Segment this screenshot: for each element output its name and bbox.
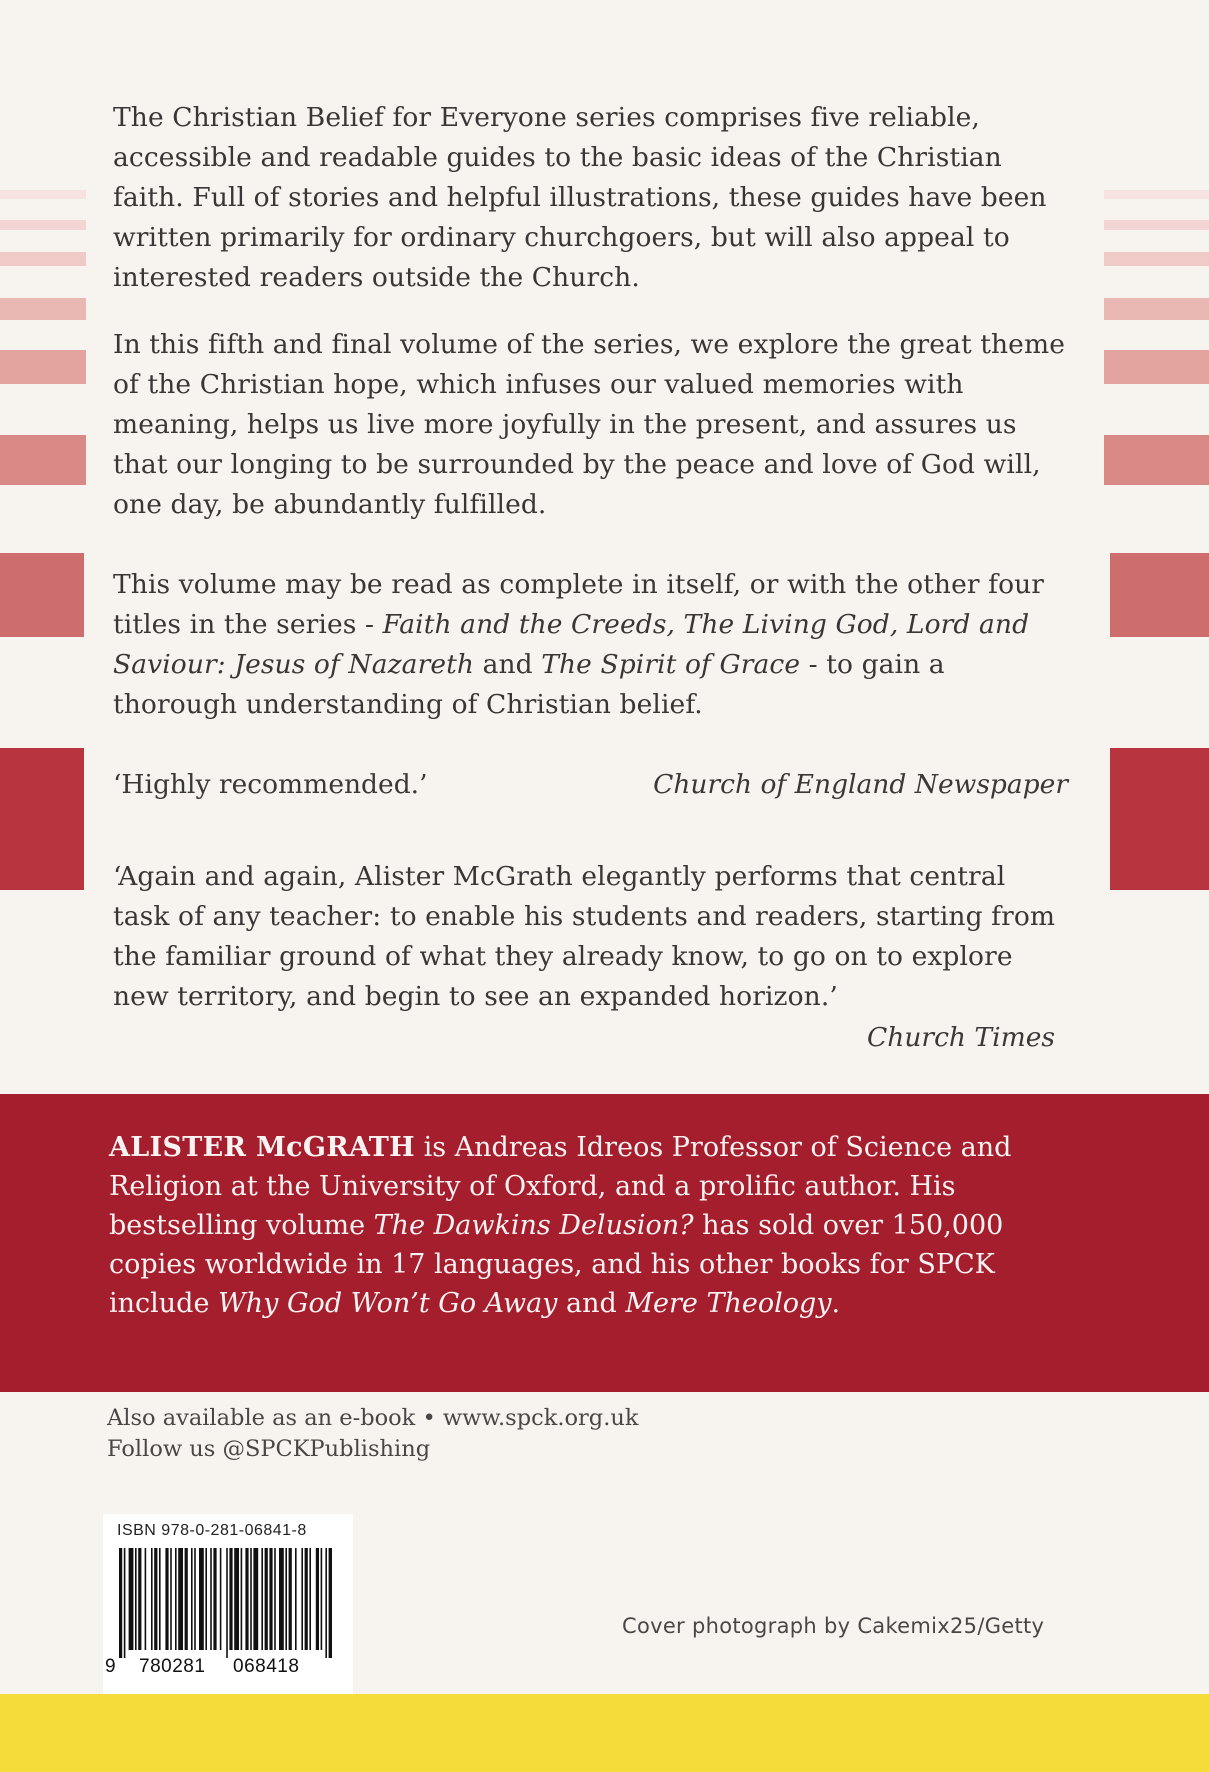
- barcode-bar: [289, 1548, 292, 1650]
- barcode-bar: [129, 1548, 134, 1650]
- barcode-bar: [226, 1548, 228, 1658]
- barcode-bar: [261, 1548, 263, 1650]
- stripe: [1104, 220, 1209, 230]
- barcode-bar: [274, 1548, 276, 1650]
- text-run: and: [474, 649, 542, 680]
- stripe: [0, 220, 86, 230]
- barcode-bar: [154, 1548, 157, 1650]
- barcode-bar: [329, 1548, 332, 1658]
- text-run: has sold over 150,000 copies worldwide in 17 languages, and his other books for SPCK include: [109, 1210, 1004, 1319]
- barcode-bar: [321, 1548, 323, 1650]
- review-2-quote: ‘Again and again, Alister McGrath elegantly performs that central task of any teacher: to enable his students and readers, starting from the familiar ground of what they already know, to go on to explore new territory, and begin to see an expanded horizon.’: [113, 861, 1056, 1012]
- barcode-bar: [170, 1548, 172, 1650]
- stripe: [1104, 252, 1209, 266]
- author-name: ALISTER McGRATH: [109, 1132, 415, 1163]
- barcode-bar: [245, 1548, 248, 1650]
- text-run: and: [557, 1288, 626, 1319]
- description-paragraph-3: [113, 565, 1068, 725]
- barcode-bar: [145, 1548, 147, 1650]
- barcode-bar: [124, 1548, 126, 1658]
- stripe: [0, 553, 84, 637]
- barcode-bar: [159, 1548, 161, 1650]
- barcode-bar: [210, 1548, 212, 1650]
- barcode-bar: [213, 1548, 216, 1650]
- barcode-bar: [220, 1548, 222, 1650]
- cover-photo-credit: Cover photograph by Cakemix25/Getty: [622, 1614, 1045, 1638]
- text-run: .: [831, 1288, 841, 1319]
- stripe: [1104, 298, 1209, 320]
- stripe: [1104, 350, 1209, 384]
- ean-group-left: 780281: [139, 1656, 206, 1677]
- stripe: [1110, 748, 1209, 890]
- barcode-bar: [265, 1548, 268, 1650]
- barcode-bar: [194, 1548, 196, 1650]
- ean-first-digit: 9: [105, 1656, 117, 1677]
- isbn-barcode-box: [103, 1514, 353, 1694]
- barcode-bar: [178, 1548, 183, 1650]
- barcode-bar: [279, 1548, 284, 1650]
- stripe: [0, 350, 86, 384]
- barcode-bar: [269, 1548, 272, 1650]
- text-run: - to gain a thorough understanding of Christian belief.: [113, 649, 945, 720]
- review-1: [113, 765, 1068, 805]
- barcode-bar: [305, 1548, 308, 1650]
- text-run: is Andreas Idreos Professor of Science and Religion at the University of Oxford, and a prolific author. His bestselling volume: [109, 1132, 1012, 1241]
- author-bio: [109, 1128, 1069, 1323]
- description-paragraph-2: In this fifth and final volume of the series, we explore the great theme of the Christian hope, which infuses our valued memories with meaning, helps us live more joyfully in the present, and assures us that our longing to be surrounded by the peace and love of God will, one day, be abundantly fulfilled.: [113, 329, 1065, 520]
- barcode-bar: [250, 1548, 252, 1650]
- social-handle-line: Follow us @SPCKPublishing: [107, 1436, 431, 1462]
- text-run: This volume may be read as complete in itself, or with the other four titles in the series -: [113, 569, 1045, 640]
- barcode-bar: [285, 1548, 287, 1650]
- ebook-website-line: Also available as an e-book • www.spck.org.uk: [107, 1405, 639, 1431]
- barcode-bar: [199, 1548, 204, 1650]
- review-2-source: Church Times: [867, 1022, 1055, 1053]
- barcode-bar: [316, 1548, 319, 1650]
- stripe: [0, 298, 86, 320]
- barcode-bar: [229, 1548, 232, 1650]
- book-title: The Dawkins Delusion?: [373, 1210, 694, 1241]
- book-title: Why God Won’t Go Away: [218, 1288, 558, 1319]
- stripe: [0, 435, 86, 485]
- stripe: [0, 252, 86, 266]
- barcode-bar: [135, 1548, 137, 1650]
- barcode-bar: [175, 1548, 177, 1650]
- stripe: [1110, 553, 1209, 637]
- isbn-number: ISBN 978-0-281-06841-8: [117, 1522, 307, 1539]
- barcode-bar: [191, 1548, 193, 1650]
- barcode-bar: [138, 1548, 141, 1650]
- barcode-bar: [301, 1548, 303, 1650]
- ean-group-right: 068418: [233, 1656, 300, 1677]
- bottom-yellow-band: [0, 1694, 1209, 1772]
- author-band: [0, 1094, 1209, 1392]
- barcode-bar: [325, 1548, 327, 1658]
- description-paragraph-1: The Christian Belief for Everyone series comprises five reliable, accessible and readable guides to the basic ideas of the Christian faith. Full of stories and helpful illustrations, these guides have been written primarily for ordinary churchgoers, but will also appeal to interested readers outside the Church.: [113, 102, 1047, 293]
- stripe: [0, 748, 84, 890]
- barcode-bar: [151, 1548, 153, 1650]
- barcode-bar: [205, 1548, 207, 1650]
- review-source: Church of England Newspaper: [653, 769, 1068, 800]
- stripe: [1104, 435, 1209, 485]
- barcode: [117, 1548, 332, 1658]
- series-title: The Spirit of Grace: [541, 649, 801, 680]
- barcode-bar: [295, 1548, 297, 1650]
- barcode-bar: [253, 1548, 258, 1650]
- barcode-bar: [309, 1548, 311, 1650]
- barcode-bar: [241, 1548, 243, 1650]
- barcode-bar: [165, 1548, 168, 1650]
- stripe: [1104, 190, 1209, 199]
- review-quote: ‘Highly recommended.’: [113, 769, 428, 800]
- barcode-bar: [185, 1548, 188, 1650]
- stripe: [0, 190, 86, 199]
- barcode-bar: [119, 1548, 122, 1658]
- book-title: Mere Theology: [625, 1288, 832, 1319]
- barcode-bar: [234, 1548, 239, 1650]
- series-titles: Faith and the Creeds, The Living God, Lord and Saviour: Jesus of Nazareth: [113, 609, 1030, 680]
